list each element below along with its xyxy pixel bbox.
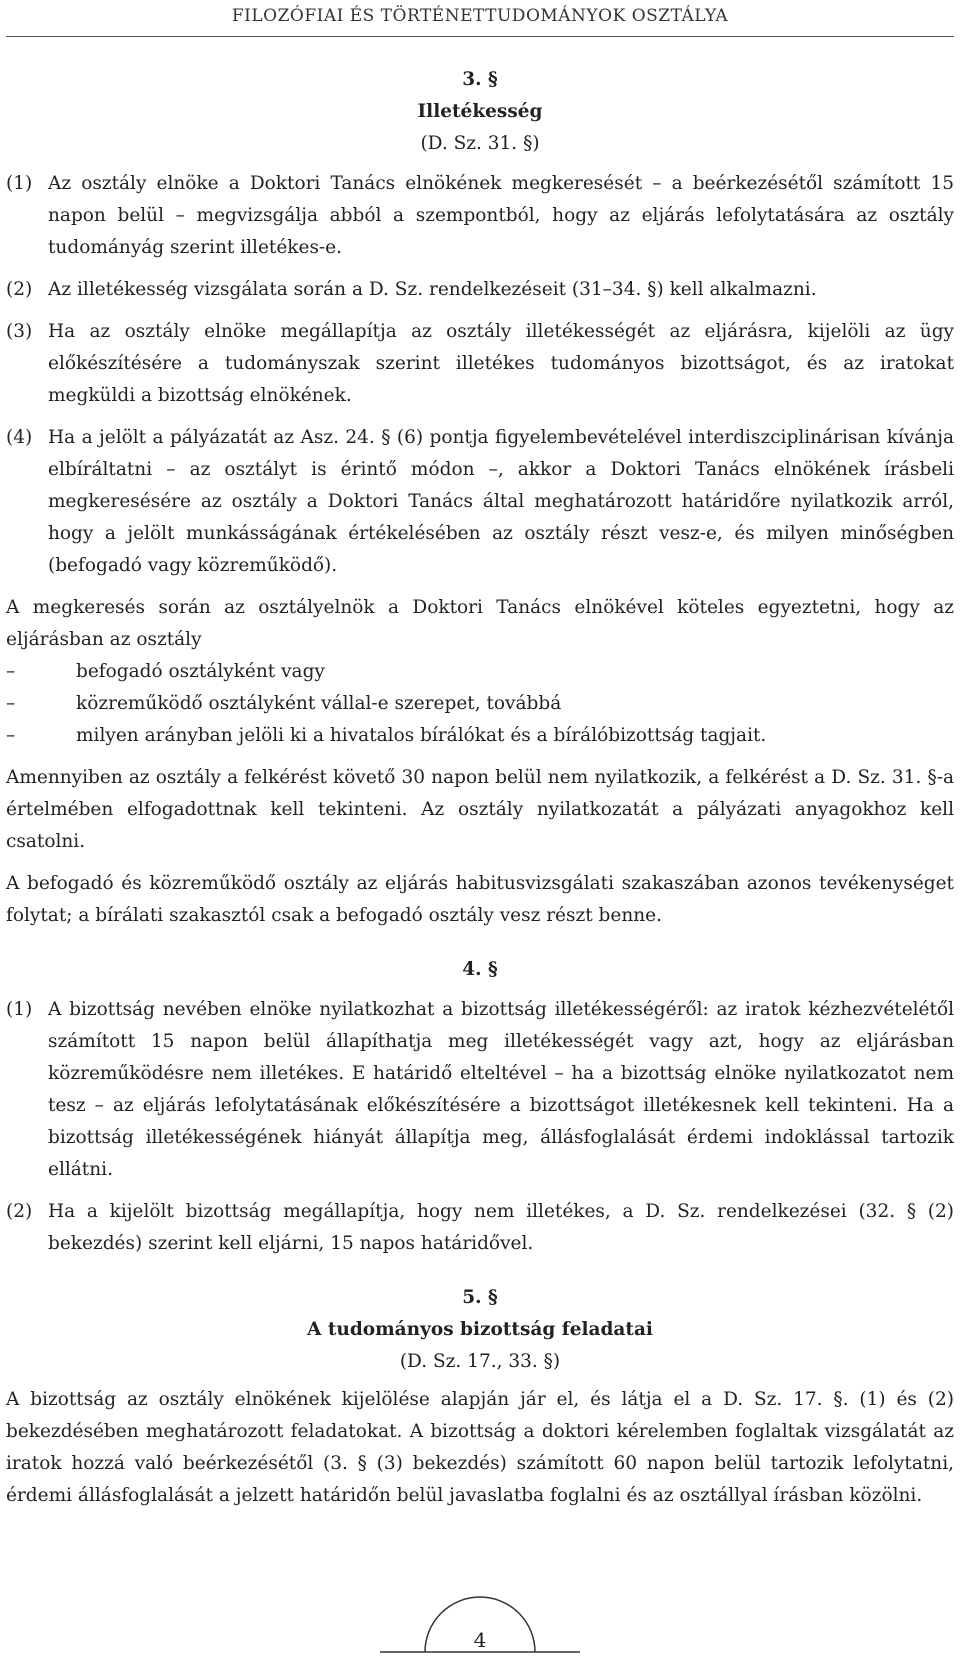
section-3-item-2 [6,274,954,306]
list-item-text: milyen arányban jelöli ki a hivatalos bírálókat és a bírálóbizottság tagjait. [76,725,767,746]
section-3-number: 3. § [462,69,498,90]
section-4-item-1 [6,994,954,1186]
section-3-paragraph-3: A befogadó és közreműködő osztály az eljárás habitusvizsgálati szakaszában azonos tevékenységet folytat; a bírálati szakasztól csak a befogadó osztály vesz részt benne. [6,873,954,926]
section-5-reference: (D. Sz. 17., 33. §) [399,1351,561,1372]
page-number: 4 [473,1628,487,1652]
list-item [6,688,954,720]
section-5-number: 5. § [462,1287,498,1308]
item-text: Az osztály elnöke a Doktori Tanács elnökének megkeresését – a beérkezésétől számított 15 napon belül – megvizsgálja abból a szempontból, hogy az eljárás lefolytatására az osztály tudományág szerint illetékes-e. [48,173,954,258]
page-body [6,58,954,1522]
section-3-reference: (D. Sz. 31. §) [420,133,540,154]
item-number: (2) [6,279,33,300]
footer-ornament [0,1590,960,1663]
list-item [6,656,954,688]
list-item-text: közreműködő osztályként vállal-e szerepet, továbbá [76,693,562,714]
section-4-number: 4. § [462,959,498,980]
header-rule [6,36,954,37]
item-number: (2) [6,1201,33,1222]
section-3-paragraph-2: Amennyiben az osztály a felkérést követő 30 napon belül nem nyilatkozik, a felkérést a D. Sz. 31. §-a értelmében elfogadottnak kell tekinteni. Az osztály nyilatkozatát a pályázati anyagokhoz kell csatolni. [6,767,954,852]
page-footer [0,1590,960,1663]
dash-mark: – [6,725,16,746]
item-text: Az illetékesség vizsgálata során a D. Sz. rendelkezéseit (31–34. §) kell alkalmazni. [48,279,817,300]
dash-list [6,656,954,752]
section-3-item-1 [6,168,954,264]
item-number: (1) [6,173,33,194]
section-3-title: Illetékesség [417,101,543,122]
item-text: Ha a jelölt a pályázatát az Asz. 24. § (6) pontja figyelembevételével interdiszciplinárisan kívánja elbíráltatni – az osztályt is érintő módon –, akkor a Doktori Tanács elnökének írásbeli megkeresésére az osztály a Doktori Tanács által meghatározott határidőre nyilatkozik arról, hogy a jelölt munkásságának értékelésében az osztály részt vesz-e, és milyen minőségben (befogadó vagy közreműködő). [48,427,954,576]
dash-mark: – [6,661,16,682]
item-text: A bizottság nevében elnöke nyilatkozhat a bizottság illetékességéről: az iratok kézhezvételétől számított 15 napon belül állapíthatja meg illetékességét vagy azt, hogy az eljárásban közreműködésre nem illetékes. E határidő elteltével – ha a bizottság elnöke nyilatkozatot nem tesz – az eljárás lefolytatásának előkészítésére a bizottságot illetékesnek kell tekinteni. Ha a bizottság illetékességének hiányát állapítja meg, állásfoglalását érdemi indoklással tartozik ellátni. [48,999,954,1180]
section-3-item-3 [6,316,954,412]
section-5-paragraph: A bizottság az osztály elnökének kijelölése alapján jár el, és látja el a D. Sz. 17. §. (1) és (2) bekezdésében meghatározott feladatokat. A bizottság a doktori kérelemben foglaltak vizsgálatát az iratok hozzá való beérkezésétől (3. § (3) bekezdés) számított 60 napon belül tartozik lefolytatni, érdemi állásfoglalását a jelzett határidőn belül javaslatba foglalni és az osztállyal írásban közölni. [6,1389,954,1506]
list-item [6,720,954,752]
item-number: (3) [6,321,33,342]
section-5-title: A tudományos bizottság feladatai [307,1319,653,1340]
item-number: (4) [6,427,33,448]
running-header: FILOZÓFIAI ÉS TÖRTÉNETTUDOMÁNYOK OSZTÁLYA [231,6,729,26]
dash-mark: – [6,693,16,714]
section-4-item-2 [6,1196,954,1260]
section-3-item-4 [6,422,954,582]
list-item-text: befogadó osztályként vagy [76,661,325,682]
item-text: Ha a kijelölt bizottság megállapítja, hogy nem illetékes, a D. Sz. rendelkezései (32. § (2) bekezdés) szerint kell eljárni, 15 napos határidővel. [48,1201,954,1254]
item-text: Ha az osztály elnöke megállapítja az osztály illetékességét az eljárásra, kijelöli az ügy előkészítésére a tudományszak szerint illetékes tudományos bizottságot, és az iratokat megküldi a bizottság elnökének. [48,321,954,406]
section-3-paragraph-1: A megkeresés során az osztályelnök a Doktori Tanács elnökével köteles egyeztetni, hogy az eljárásban az osztály [6,597,954,650]
item-number: (1) [6,999,33,1020]
